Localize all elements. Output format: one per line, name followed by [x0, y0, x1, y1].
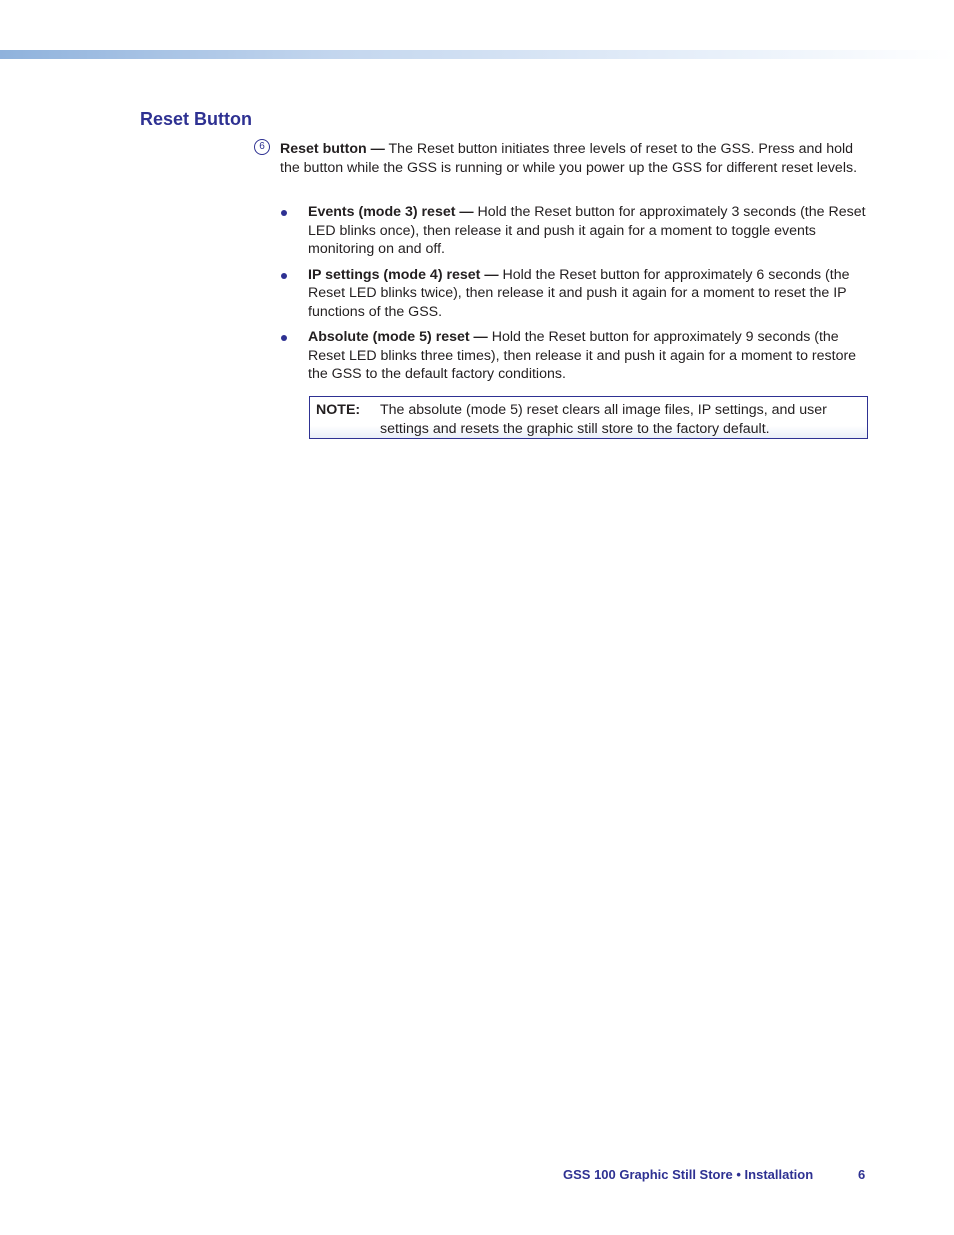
intro-bold-lead: Reset button —	[280, 141, 385, 157]
list-item	[280, 203, 870, 259]
reset-mode-list	[280, 203, 870, 391]
bullet-icon	[281, 335, 287, 341]
note-label: NOTE:	[316, 402, 361, 418]
intro-paragraph	[280, 140, 870, 177]
section-heading: Reset Button	[140, 109, 252, 129]
header-gradient-band	[0, 50, 954, 59]
intro-body: The Reset button initiates three levels of reset to the GSS. Press and hold the button while the GSS is running or while you power up the GSS for different reset levels.	[280, 141, 858, 176]
footer-title: GSS 100 Graphic Still Store • Installation	[563, 1167, 814, 1182]
note-box	[309, 396, 868, 439]
list-item-bold: Absolute (mode 5) reset —	[308, 329, 488, 345]
callout-number-icon: 6	[254, 139, 270, 155]
bullet-icon	[281, 210, 287, 216]
list-item-bold: IP settings (mode 4) reset —	[308, 266, 499, 283]
list-item-text: Hold the Reset button for approximately 3 seconds (the Reset LED blinks once), then release it and push it again for a moment to toggle events monitoring on and off.	[308, 204, 866, 257]
bullet-icon	[281, 273, 287, 279]
note-text: The absolute (mode 5) reset clears all image files, IP settings, and user settings and resets the graphic still store to the factory default.	[380, 402, 827, 437]
list-item	[280, 328, 870, 384]
page-number: 6	[858, 1167, 866, 1182]
list-item-text: Hold the Reset button for approximately 6 seconds (the Reset LED blinks twice), then release it and push it again for a moment to reset the IP functions of the GSS.	[308, 266, 850, 320]
list-item-bold: Events (mode 3) reset —	[308, 204, 474, 220]
list-item-text: Hold the Reset button for approximately 9 seconds (the Reset LED blinks three times), then release it and push it again for a moment to restore the GSS to the default factory conditions.	[308, 329, 857, 382]
list-item	[280, 266, 870, 322]
